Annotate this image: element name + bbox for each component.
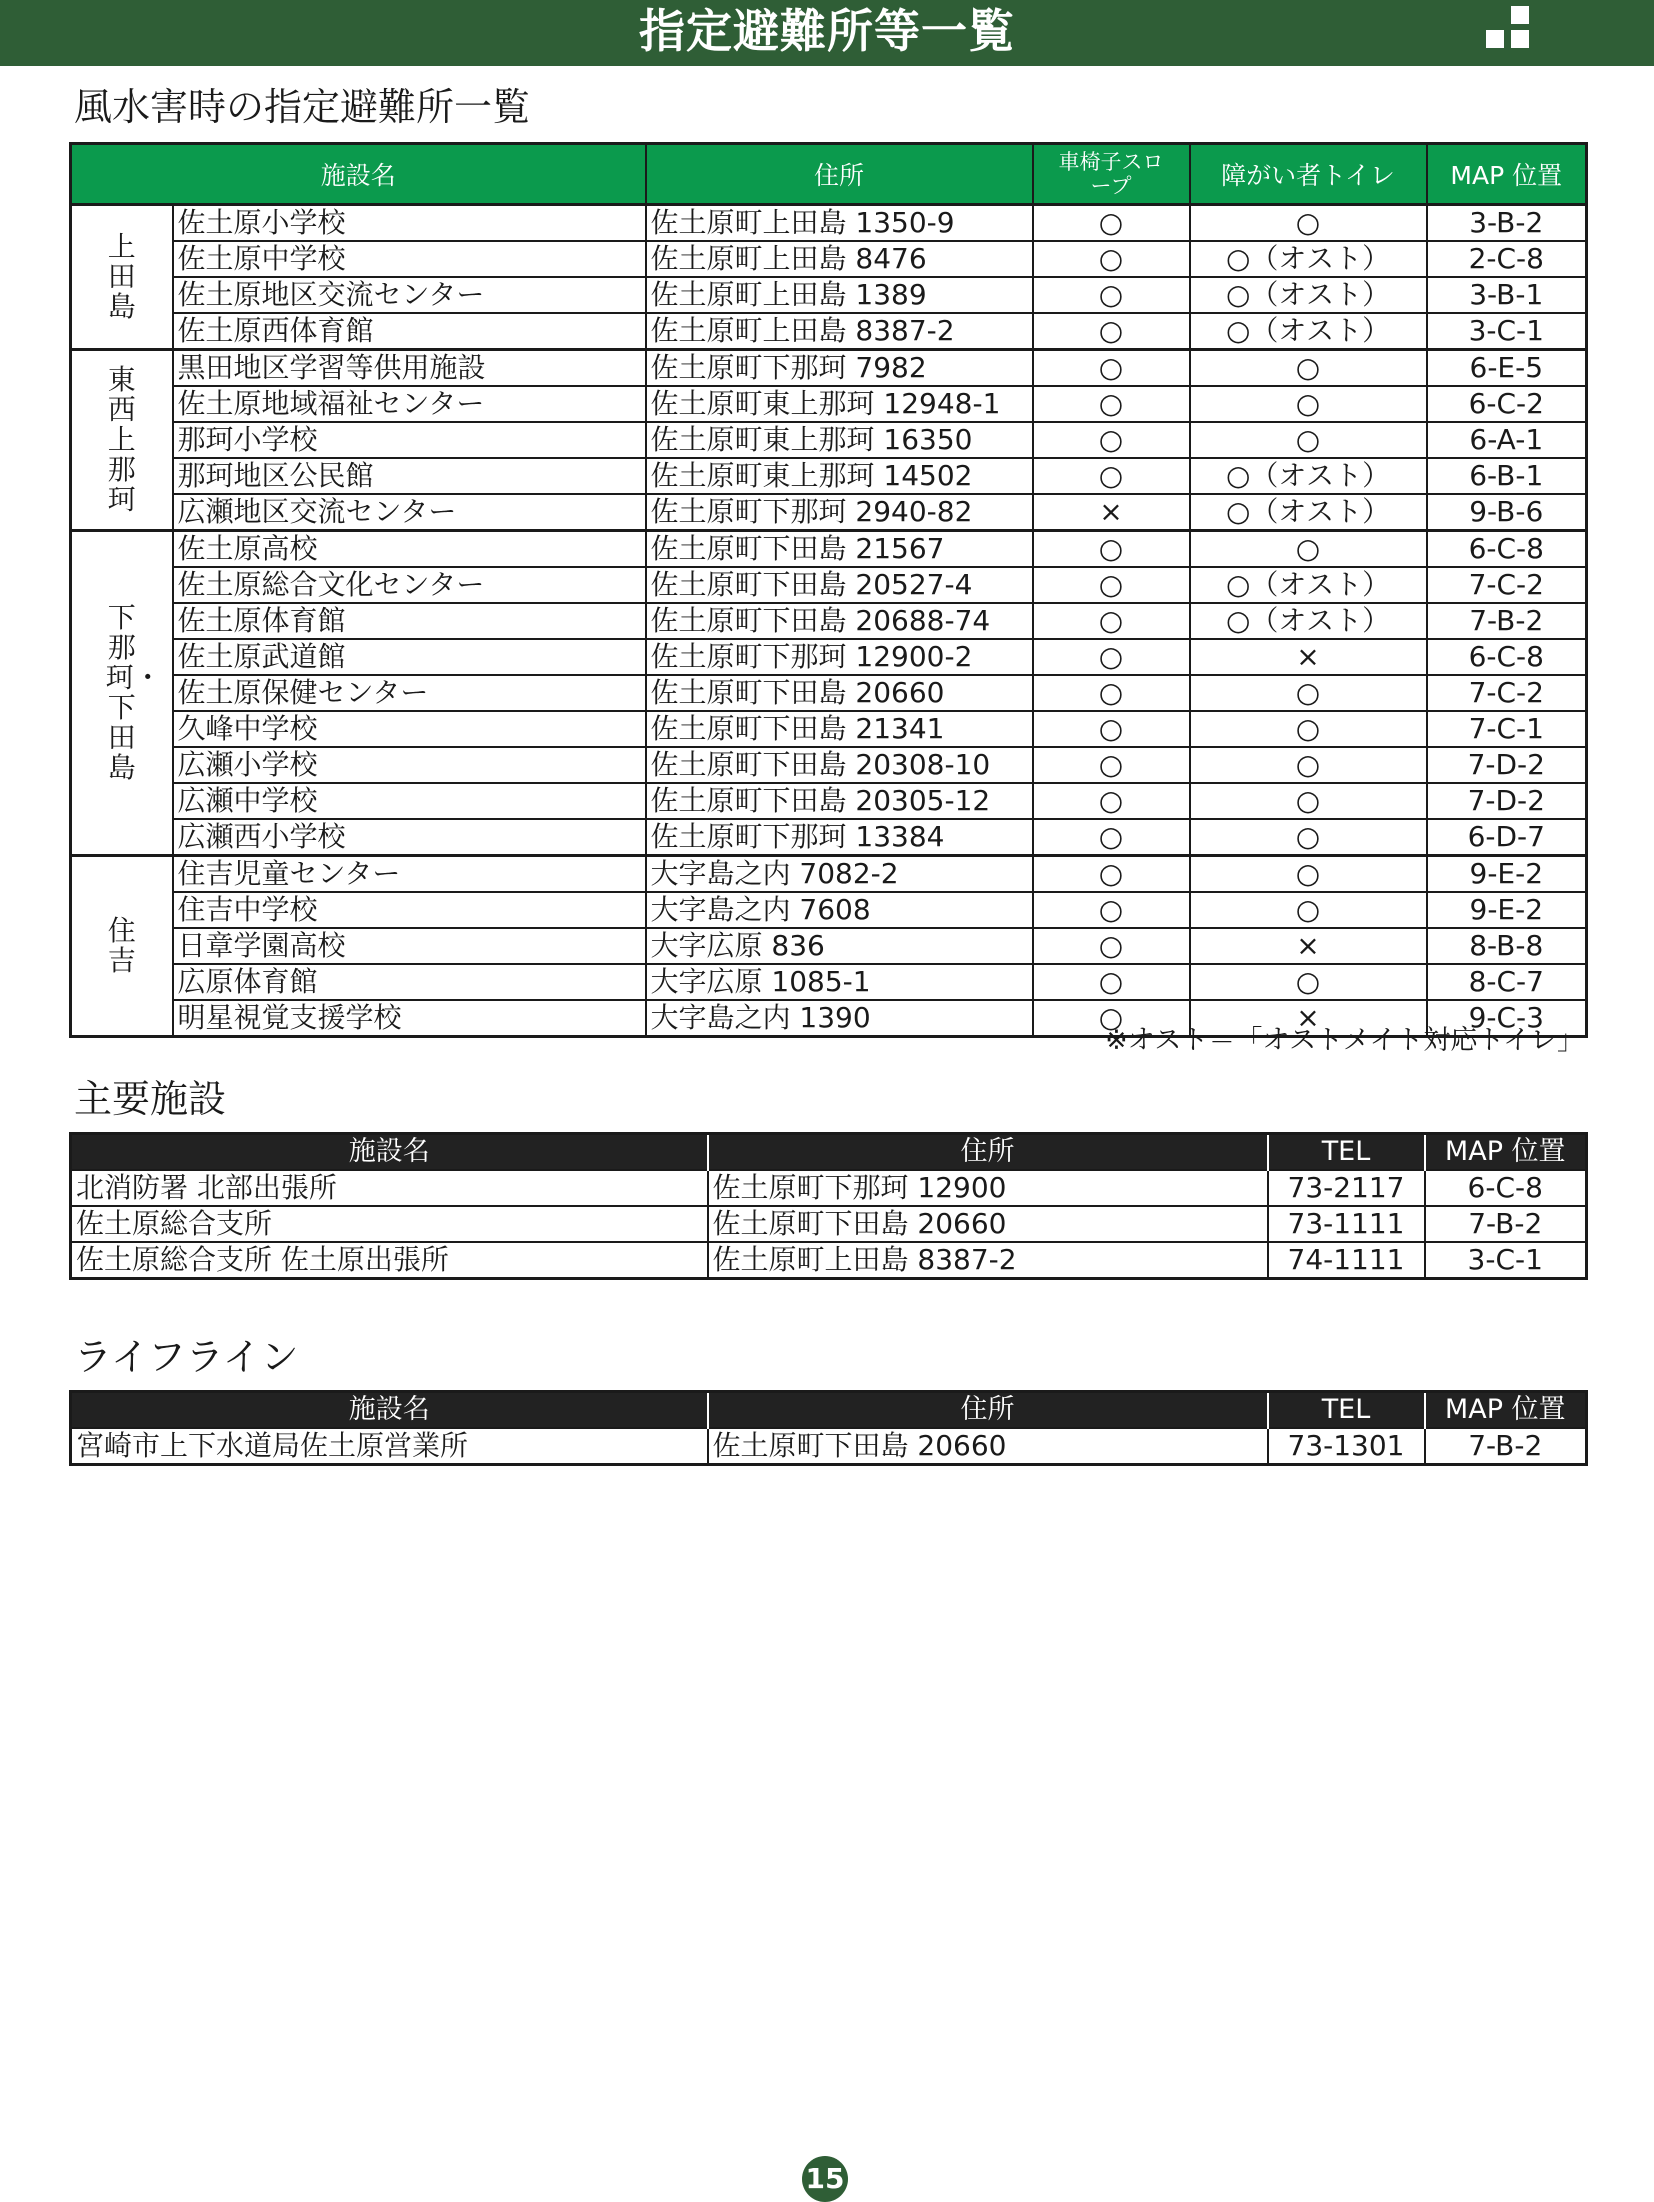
facility-name-cell: 佐土原地域福祉センター xyxy=(173,386,646,422)
table-row xyxy=(71,531,1587,568)
toilet-cell: ○ xyxy=(1190,205,1427,242)
address-cell: 大字広原 1085-1 xyxy=(646,964,1033,1000)
map-cell: 7-C-1 xyxy=(1427,711,1587,747)
address-cell: 大字島之内 1390 xyxy=(646,1000,1033,1037)
facility-name-cell: 佐土原保健センター xyxy=(173,675,646,711)
facility-name-cell: 那珂地区公民館 xyxy=(173,458,646,494)
table-row xyxy=(71,747,1587,783)
table-row xyxy=(71,350,1587,387)
address-cell: 大字島之内 7082-2 xyxy=(646,856,1033,893)
table-row xyxy=(71,783,1587,819)
table-header-row xyxy=(71,1392,1587,1429)
table-row xyxy=(71,241,1587,277)
address-cell: 佐土原町東上那珂 14502 xyxy=(646,458,1033,494)
logo-icon xyxy=(1486,6,1536,56)
map-cell: 7-C-2 xyxy=(1427,675,1587,711)
address-cell: 佐土原町下田島 21341 xyxy=(646,711,1033,747)
table-header-row xyxy=(71,144,1587,205)
table-header-row xyxy=(71,1134,1587,1171)
tel-cell: 74-1111 xyxy=(1268,1242,1425,1279)
toilet-cell: ○（オスト） xyxy=(1190,494,1427,531)
column-header-map: MAP 位置 xyxy=(1427,144,1587,205)
facility-name-cell: 佐土原体育館 xyxy=(173,603,646,639)
table-row xyxy=(71,567,1587,603)
tel-cell: 73-2117 xyxy=(1268,1170,1425,1206)
column-header-toilet: 障がい者トイレ xyxy=(1190,144,1427,205)
table-row xyxy=(71,892,1587,928)
facility-name-cell: 佐土原総合支所 xyxy=(71,1206,708,1242)
toilet-cell: ○（オスト） xyxy=(1190,313,1427,350)
evacuation-section-title: 風水害時の指定避難所一覧 xyxy=(74,85,531,129)
facility-name-cell: 住吉児童センター xyxy=(173,856,646,893)
district-cell xyxy=(71,856,173,1037)
toilet-cell: ○ xyxy=(1190,711,1427,747)
address-cell: 佐土原町上田島 8387-2 xyxy=(708,1242,1268,1279)
column-header-map: MAP 位置 xyxy=(1425,1134,1587,1171)
toilet-cell: ○ xyxy=(1190,350,1427,387)
page-title: 指定避難所等一覧 xyxy=(639,4,1015,58)
table-row xyxy=(71,1428,1587,1465)
map-cell: 6-E-5 xyxy=(1427,350,1587,387)
facilities-table xyxy=(69,1132,1588,1280)
table-row xyxy=(71,494,1587,531)
facility-name-cell: 広瀬地区交流センター xyxy=(173,494,646,531)
address-cell: 佐土原町下田島 20305-12 xyxy=(646,783,1033,819)
facility-name-cell: 広瀬中学校 xyxy=(173,783,646,819)
footnote: ※オスト＝「オストメイト対応トイレ」 xyxy=(1105,1025,1584,1056)
facility-name-cell: 佐土原地区交流センター xyxy=(173,277,646,313)
map-cell: 9-E-2 xyxy=(1427,856,1587,893)
district-label: 上田島 xyxy=(107,230,136,323)
table-row xyxy=(71,422,1587,458)
address-cell: 佐土原町下田島 20527-4 xyxy=(646,567,1033,603)
map-cell: 7-D-2 xyxy=(1427,783,1587,819)
map-cell: 9-B-6 xyxy=(1427,494,1587,531)
map-cell: 9-E-2 xyxy=(1427,892,1587,928)
facility-name-cell: 佐土原西体育館 xyxy=(173,313,646,350)
address-cell: 佐土原町上田島 8387-2 xyxy=(646,313,1033,350)
table-row xyxy=(71,819,1587,856)
facility-name-cell: 日章学園高校 xyxy=(173,928,646,964)
column-header-name: 施設名 xyxy=(71,144,646,205)
ramp-cell: ○ xyxy=(1033,277,1190,313)
address-cell: 佐土原町下田島 20660 xyxy=(708,1428,1268,1465)
toilet-cell: ○ xyxy=(1190,783,1427,819)
ramp-cell: ○ xyxy=(1033,928,1190,964)
map-cell: 9-C-3 xyxy=(1427,1000,1587,1037)
ramp-cell: ○ xyxy=(1033,819,1190,856)
address-cell: 佐土原町東上那珂 12948-1 xyxy=(646,386,1033,422)
column-header-map: MAP 位置 xyxy=(1425,1392,1587,1429)
lifeline-section-title: ライフライン xyxy=(74,1335,299,1379)
facility-name-cell: 佐土原総合支所 佐土原出張所 xyxy=(71,1242,708,1279)
toilet-cell: ○ xyxy=(1190,675,1427,711)
district-cell xyxy=(71,350,173,531)
table-row xyxy=(71,1170,1587,1206)
facility-name-cell: 佐土原武道館 xyxy=(173,639,646,675)
ramp-cell: ○ xyxy=(1033,675,1190,711)
table-row xyxy=(71,313,1587,350)
map-cell: 7-D-2 xyxy=(1427,747,1587,783)
facility-name-cell: 広原体育館 xyxy=(173,964,646,1000)
ramp-cell: ○ xyxy=(1033,241,1190,277)
page-header xyxy=(0,0,1654,66)
map-cell: 8-B-8 xyxy=(1427,928,1587,964)
evacuation-table-body xyxy=(71,205,1587,1037)
tel-cell: 73-1111 xyxy=(1268,1206,1425,1242)
address-cell: 佐土原町下那珂 7982 xyxy=(646,350,1033,387)
facility-name-cell: 明星視覚支援学校 xyxy=(173,1000,646,1037)
toilet-cell: ○（オスト） xyxy=(1190,241,1427,277)
address-cell: 佐土原町下那珂 2940-82 xyxy=(646,494,1033,531)
address-cell: 佐土原町上田島 1350-9 xyxy=(646,205,1033,242)
table-row xyxy=(71,386,1587,422)
ramp-cell: ○ xyxy=(1033,531,1190,568)
table-row xyxy=(71,205,1587,242)
facility-name-cell: 久峰中学校 xyxy=(173,711,646,747)
ramp-cell: ○ xyxy=(1033,350,1190,387)
table-row xyxy=(71,964,1587,1000)
table-row xyxy=(71,856,1587,893)
facility-name-cell: 宮崎市上下水道局佐土原営業所 xyxy=(71,1428,708,1465)
address-cell: 大字島之内 7608 xyxy=(646,892,1033,928)
table-row xyxy=(71,711,1587,747)
toilet-cell: ○ xyxy=(1190,892,1427,928)
ramp-cell: ○ xyxy=(1033,386,1190,422)
column-header-tel: TEL xyxy=(1268,1392,1425,1429)
address-cell: 佐土原町下田島 20308-10 xyxy=(646,747,1033,783)
facility-name-cell: 那珂小学校 xyxy=(173,422,646,458)
map-cell: 6-B-1 xyxy=(1427,458,1587,494)
map-cell: 6-C-8 xyxy=(1427,531,1587,568)
page-number: 15 xyxy=(802,2156,848,2202)
table-row xyxy=(71,1206,1587,1242)
column-header-name: 施設名 xyxy=(71,1392,708,1429)
address-cell: 佐土原町下田島 20660 xyxy=(646,675,1033,711)
toilet-cell: ○（オスト） xyxy=(1190,603,1427,639)
map-cell: 6-C-8 xyxy=(1427,639,1587,675)
address-cell: 佐土原町下田島 20688-74 xyxy=(646,603,1033,639)
facilities-table-body xyxy=(71,1170,1587,1279)
map-cell: 3-C-1 xyxy=(1425,1242,1587,1279)
map-cell: 8-C-7 xyxy=(1427,964,1587,1000)
ramp-cell: ○ xyxy=(1033,422,1190,458)
map-cell: 7-B-2 xyxy=(1427,603,1587,639)
facilities-section-title: 主要施設 xyxy=(74,1077,227,1121)
address-cell: 佐土原町東上那珂 16350 xyxy=(646,422,1033,458)
lifeline-table xyxy=(69,1390,1588,1466)
address-cell: 大字広原 836 xyxy=(646,928,1033,964)
table-row xyxy=(71,675,1587,711)
ramp-cell: ○ xyxy=(1033,639,1190,675)
map-cell: 3-B-2 xyxy=(1427,205,1587,242)
column-header-address: 住所 xyxy=(708,1392,1268,1429)
facility-name-cell: 北消防署 北部出張所 xyxy=(71,1170,708,1206)
ramp-cell: ○ xyxy=(1033,892,1190,928)
facility-name-cell: 住吉中学校 xyxy=(173,892,646,928)
evacuation-table xyxy=(69,142,1588,1038)
ramp-cell: ○ xyxy=(1033,567,1190,603)
table-row xyxy=(71,603,1587,639)
facility-name-cell: 広瀬西小学校 xyxy=(173,819,646,856)
toilet-cell: ○ xyxy=(1190,964,1427,1000)
column-header-ramp: 車椅子スロープ xyxy=(1033,144,1190,205)
toilet-cell: ○ xyxy=(1190,747,1427,783)
facility-name-cell: 佐土原中学校 xyxy=(173,241,646,277)
address-cell: 佐土原町下田島 20660 xyxy=(708,1206,1268,1242)
ramp-cell: ○ xyxy=(1033,458,1190,494)
toilet-cell: × xyxy=(1190,639,1427,675)
facility-name-cell: 佐土原高校 xyxy=(173,531,646,568)
column-header-tel: TEL xyxy=(1268,1134,1425,1171)
district-label: 住吉 xyxy=(107,914,136,977)
ramp-cell: ○ xyxy=(1033,711,1190,747)
facility-name-cell: 広瀬小学校 xyxy=(173,747,646,783)
toilet-cell: ○ xyxy=(1190,819,1427,856)
map-cell: 7-B-2 xyxy=(1425,1206,1587,1242)
ramp-cell: ○ xyxy=(1033,747,1190,783)
district-label: 東西上那珂 xyxy=(107,363,136,516)
column-header-address: 住所 xyxy=(708,1134,1268,1171)
map-cell: 2-C-8 xyxy=(1427,241,1587,277)
toilet-cell: × xyxy=(1190,1000,1427,1037)
table-row xyxy=(71,928,1587,964)
map-cell: 7-B-2 xyxy=(1425,1428,1587,1465)
toilet-cell: ○（オスト） xyxy=(1190,277,1427,313)
map-cell: 6-A-1 xyxy=(1427,422,1587,458)
map-cell: 6-D-7 xyxy=(1427,819,1587,856)
address-cell: 佐土原町下田島 21567 xyxy=(646,531,1033,568)
ramp-cell: ○ xyxy=(1033,856,1190,893)
map-cell: 7-C-2 xyxy=(1427,567,1587,603)
toilet-cell: ○ xyxy=(1190,856,1427,893)
address-cell: 佐土原町上田島 1389 xyxy=(646,277,1033,313)
ramp-cell: ○ xyxy=(1033,964,1190,1000)
column-header-address: 住所 xyxy=(646,144,1033,205)
ramp-cell: ○ xyxy=(1033,1000,1190,1037)
column-header-name: 施設名 xyxy=(71,1134,708,1171)
ramp-cell: × xyxy=(1033,494,1190,531)
table-row xyxy=(71,458,1587,494)
facility-name-cell: 佐土原総合文化センター xyxy=(173,567,646,603)
map-cell: 6-C-2 xyxy=(1427,386,1587,422)
address-cell: 佐土原町下那珂 12900 xyxy=(708,1170,1268,1206)
district-cell xyxy=(71,531,173,856)
map-cell: 3-B-1 xyxy=(1427,277,1587,313)
district-cell xyxy=(71,205,173,350)
tel-cell: 73-1301 xyxy=(1268,1428,1425,1465)
address-cell: 佐土原町上田島 8476 xyxy=(646,241,1033,277)
toilet-cell: ○ xyxy=(1190,531,1427,568)
map-cell: 6-C-8 xyxy=(1425,1170,1587,1206)
table-row xyxy=(71,639,1587,675)
table-row xyxy=(71,1242,1587,1279)
address-cell: 佐土原町下那珂 12900-2 xyxy=(646,639,1033,675)
ramp-cell: ○ xyxy=(1033,205,1190,242)
toilet-cell: × xyxy=(1190,928,1427,964)
table-row xyxy=(71,277,1587,313)
toilet-cell: ○ xyxy=(1190,386,1427,422)
facility-name-cell: 佐土原小学校 xyxy=(173,205,646,242)
facility-name-cell: 黒田地区学習等供用施設 xyxy=(173,350,646,387)
toilet-cell: ○（オスト） xyxy=(1190,567,1427,603)
toilet-cell: ○ xyxy=(1190,422,1427,458)
ramp-cell: ○ xyxy=(1033,313,1190,350)
map-cell: 3-C-1 xyxy=(1427,313,1587,350)
district-label: 下那珂・下田島 xyxy=(105,601,162,784)
ramp-cell: ○ xyxy=(1033,603,1190,639)
address-cell: 佐土原町下那珂 13384 xyxy=(646,819,1033,856)
lifeline-table-body xyxy=(71,1428,1587,1465)
ramp-cell: ○ xyxy=(1033,783,1190,819)
toilet-cell: ○（オスト） xyxy=(1190,458,1427,494)
